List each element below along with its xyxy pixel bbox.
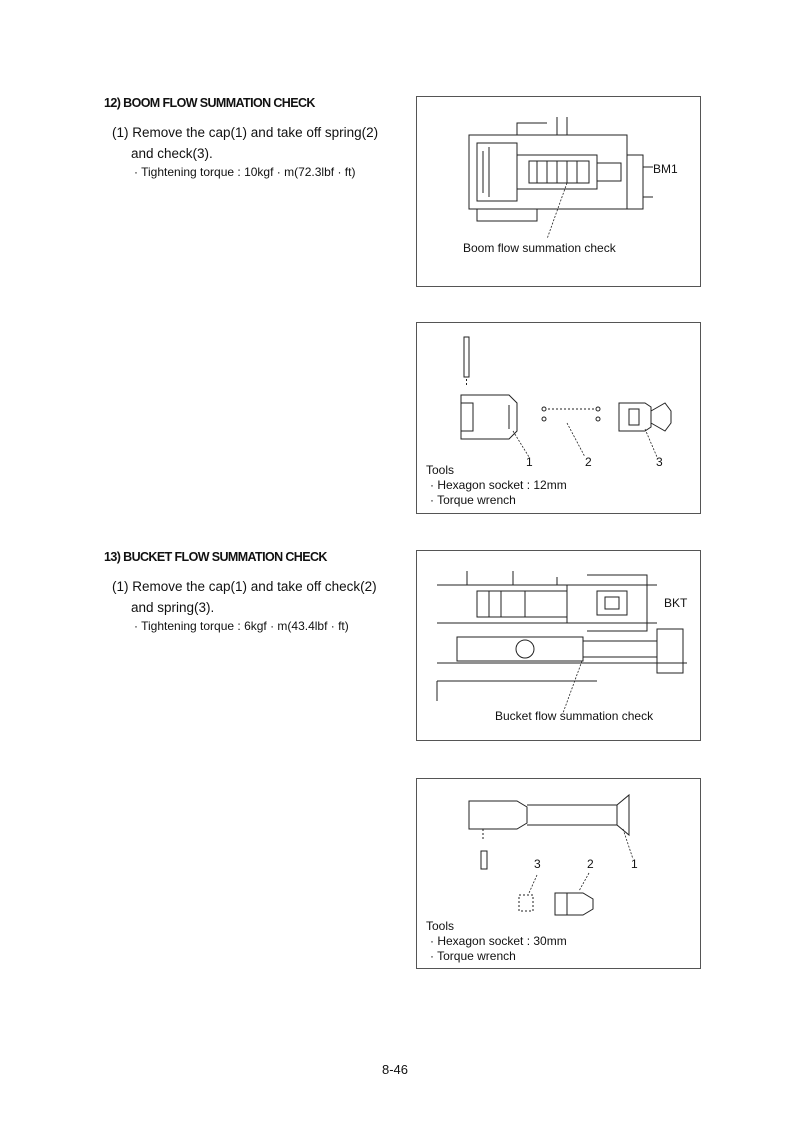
section-12-title: 12) BOOM FLOW SUMMATION CHECK [104, 96, 315, 110]
boom-tools-block [426, 463, 567, 508]
boom-valve-drawing [417, 97, 700, 286]
bucket-figure-tag: BKT [664, 596, 688, 610]
section-12-torque: · Tightening torque : 10kgf · m(72.3lbf · ft) [134, 165, 356, 179]
figure-boom-parts [416, 322, 701, 514]
boom-part-label-1: 1 [526, 455, 533, 469]
bucket-part-label-2: 2 [587, 857, 594, 871]
bucket-tools-block [426, 919, 567, 964]
boom-part-label-3: 3 [656, 455, 663, 469]
bucket-tool-item: · Hexagon socket : 30mm [430, 934, 567, 948]
figure-bucket-flow-check [416, 550, 701, 741]
boom-tool-item: · Hexagon socket : 12mm [430, 478, 567, 492]
bucket-tool-item: · Torque wrench [430, 949, 516, 963]
bucket-part-label-1: 1 [631, 857, 638, 871]
boom-part-label-2: 2 [585, 455, 592, 469]
section-13-torque: · Tightening torque : 6kgf · m(43.4lbf · ft) [134, 619, 349, 633]
boom-tool-item: · Torque wrench [430, 493, 516, 507]
figure-boom-flow-check [416, 96, 701, 287]
boom-tools-title: Tools [426, 463, 455, 477]
boom-figure-tag: BM1 [653, 162, 678, 176]
bucket-part-label-3: 3 [534, 857, 541, 871]
section-13-title: 13) BUCKET FLOW SUMMATION CHECK [104, 550, 327, 564]
bucket-figure-caption: Bucket flow summation check [495, 709, 654, 723]
figure-bucket-parts [416, 778, 701, 969]
section-13-step-line1: (1) Remove the cap(1) and take off check(2) [112, 579, 377, 594]
section-12-step-line2: and check(3). [131, 146, 213, 161]
section-13-step-line2: and spring(3). [131, 600, 215, 615]
boom-figure-caption: Boom flow summation check [463, 241, 616, 255]
section-12-step-line1: (1) Remove the cap(1) and take off spring(2) [112, 125, 379, 140]
page-number: 8-46 [382, 1062, 409, 1077]
bucket-tools-title: Tools [426, 919, 455, 933]
